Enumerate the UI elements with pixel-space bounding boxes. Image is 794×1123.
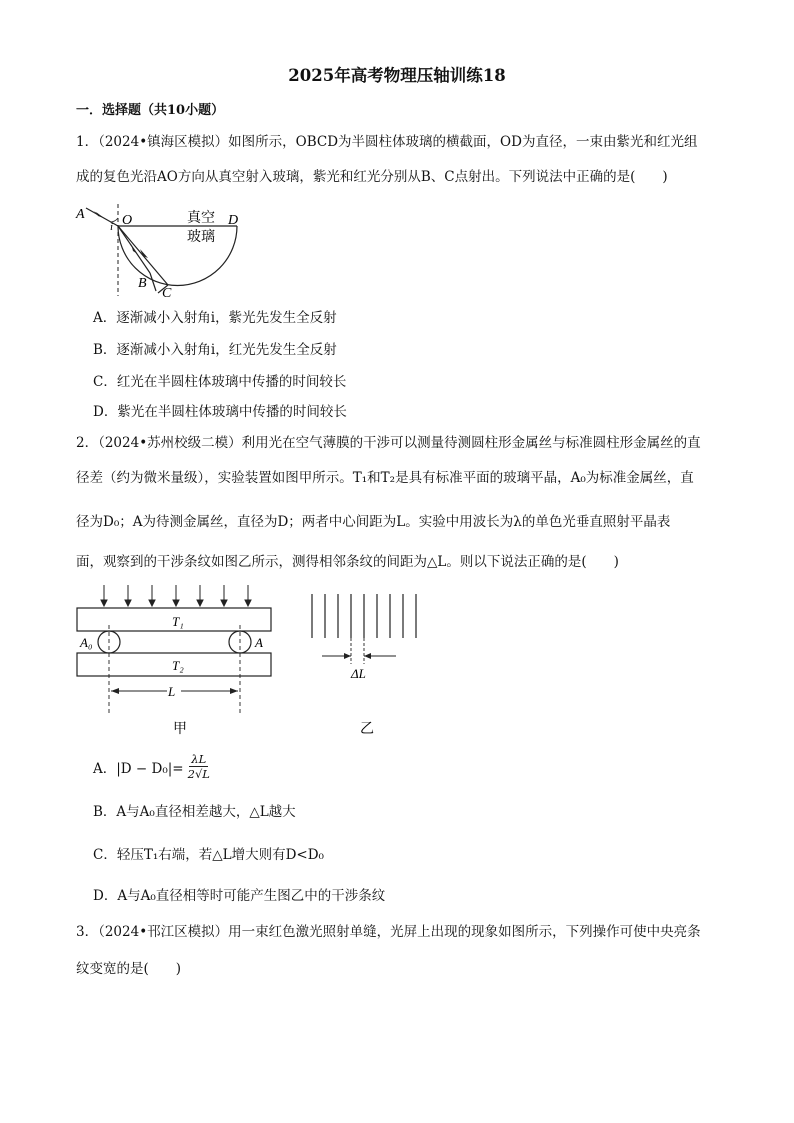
label-A: A xyxy=(255,635,263,650)
label-i: i xyxy=(110,221,114,233)
q2-stem-line3: 径为D₀；A为待测金属丝，直径为D；两者中心间距为L。实验中用波长为λ的单色光垂直照射平晶表 xyxy=(76,514,671,530)
q3-stem-line2: 纹变宽的是( ) xyxy=(76,961,182,977)
label-deltaL: ΔL xyxy=(351,666,366,681)
q3-stem-line1: 3．（2024•邗江区模拟）用一束红色激光照射单缝，光屏上出现的现象如图所示，下列操作可使中央亮条 xyxy=(76,924,701,940)
label-D: D xyxy=(228,213,239,228)
q1-option-c: C．红光在半圆柱体玻璃中传播的时间较长 xyxy=(93,374,347,390)
q2-option-a xyxy=(93,752,212,781)
q1-option-a: A．逐渐减小入射角i，紫光先发生全反射 xyxy=(93,310,337,326)
q1-option-d: D．紫光在半圆柱体玻璃中传播的时间较长 xyxy=(93,404,347,420)
q2-option-d: D．A与A₀直径相等时可能产生图乙中的干涉条纹 xyxy=(93,888,386,904)
fraction-denominator: 2√L xyxy=(187,767,210,781)
label-O: O xyxy=(122,213,133,228)
label-C: C xyxy=(162,286,172,300)
q2-option-b: B．A与A₀直径相差越大，△L越大 xyxy=(93,804,296,820)
label-T2: T₂ xyxy=(172,658,184,673)
q1-stem-line2: 成的复色光沿AO方向从真空射入玻璃，紫光和红光分别从B、C点射出。下列说法中正确的是( ) xyxy=(76,169,668,185)
q1-option-b: B．逐渐减小入射角i，红光先发生全反射 xyxy=(93,342,337,358)
q2-option-c: C．轻压T₁右端，若△L增大则有D<D₀ xyxy=(93,847,324,863)
label-glass: 玻璃 xyxy=(187,230,215,245)
label-vacuum: 真空 xyxy=(187,211,215,226)
page-title: 2025年高考物理压轴训练18 xyxy=(288,66,506,85)
q1-stem-line1: 1．（2024•镇海区模拟）如图所示，OBCD为半圆柱体玻璃的横截面，OD为直径，一束由紫光和红光组 xyxy=(76,134,698,150)
fraction-numerator: λL xyxy=(191,752,207,766)
q2-figure-jia xyxy=(72,585,282,740)
label-L: L xyxy=(168,684,176,699)
label-T1: T₁ xyxy=(172,614,184,629)
q2-stem-line4: 面，观察到的干涉条纹如图乙所示，测得相邻条纹的间距为△L。则以下说法正确的是( ) xyxy=(76,554,619,570)
label-A: A xyxy=(76,207,85,222)
q2-figure-yi xyxy=(300,590,430,740)
q2-stem-line2: 径差（约为微米量级），实验装置如图甲所示。T₁和T₂是具有标准平面的玻璃平晶，A₀为标准金属丝，直 xyxy=(76,470,694,486)
caption-yi: 乙 xyxy=(360,722,374,737)
label-B: B xyxy=(138,276,147,291)
q2-option-a-prefix: A．|D − D₀|= xyxy=(93,760,184,777)
q2-option-a-fraction xyxy=(186,752,212,781)
q2-stem-line1: 2．（2024•苏州校级二模）利用光在空气薄膜的干涉可以测量待测圆柱形金属丝与标准圆柱形金属丝的直 xyxy=(76,435,701,451)
section-heading: 一．选择题（共10小题） xyxy=(76,103,225,118)
label-A0: A₀ xyxy=(80,635,93,650)
caption-jia: 甲 xyxy=(173,722,187,737)
q1-figure-semicircle xyxy=(70,200,250,300)
